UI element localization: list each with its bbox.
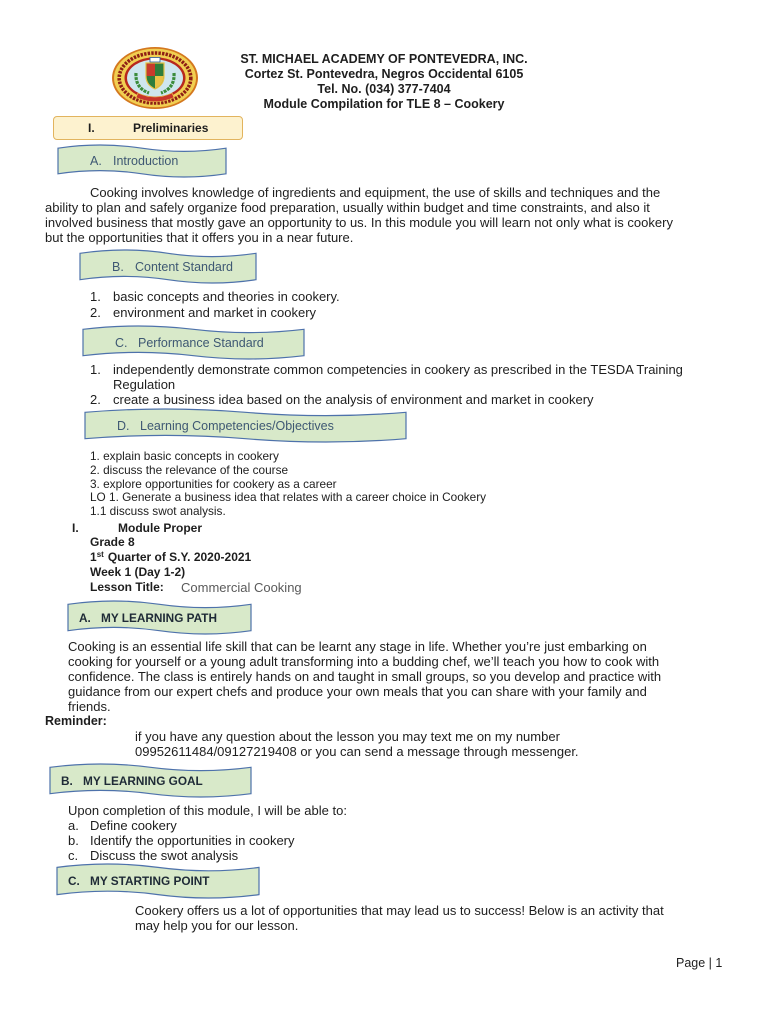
learning-competencies-list: [90, 450, 486, 519]
grade-level: Grade 8: [90, 534, 135, 549]
paragraph-line: Cooking involves knowledge of ingredients and equipment, the use of skills and techniques and the: [90, 185, 661, 200]
section-title: MY STARTING POINT: [90, 874, 210, 888]
school-name: ST. MICHAEL ACADEMY OF PONTEVEDRA, INC.: [240, 52, 528, 66]
list-item: [68, 818, 347, 833]
reminder-line: 09952611484/09127219408 or you can send a message through messenger.: [135, 743, 579, 759]
lesson-title-label: Lesson Title:: [90, 579, 164, 594]
learning-goal-banner: [50, 764, 251, 797]
learning-goal-list: [68, 803, 347, 863]
item-letter: b.: [68, 832, 79, 848]
paragraph-line: confidence. The class is entirely hands on and taught in small groups, so you develop and practice with: [68, 668, 662, 684]
preliminaries-heading: [53, 116, 243, 140]
paragraph-line: cooking for yourself or a young adult transforming into a budding chef, we’ll teach you how to cook with: [68, 653, 660, 669]
seal-shield-red-quarter: [147, 64, 155, 76]
list-item: [68, 848, 347, 863]
school-header: [234, 52, 534, 112]
quarter-line: [90, 550, 251, 565]
section-letter: B.: [61, 773, 73, 788]
section-title: Introduction: [113, 154, 179, 168]
item-text: Discuss the swot analysis: [90, 847, 239, 863]
section-title: MY LEARNING GOAL: [83, 773, 203, 788]
competency-line: 1. explain basic concepts in cookery: [90, 449, 279, 463]
content-standard-list: [90, 289, 340, 321]
lesson-title-value: Commercial Cooking: [181, 579, 302, 595]
competency-line: 3. explore opportunities for cookery as a career: [90, 476, 337, 491]
performance-standard-banner: [83, 326, 304, 359]
introduction-paragraph: [45, 185, 673, 245]
competency-line: 2. discuss the relevance of the course: [90, 462, 289, 477]
seal-book: [150, 58, 160, 63]
reminder-label: Reminder:: [45, 713, 107, 728]
paragraph-line: friends.: [68, 698, 111, 714]
paragraph-line: Cookery offers us a lot of opportunities that may lead us to success! Below is an activity that: [135, 902, 664, 918]
list-item: [90, 362, 683, 392]
item-letter: c.: [68, 847, 79, 863]
content-standard-banner: [80, 250, 256, 283]
reminder-text: [135, 729, 579, 759]
quarter-text: Quarter of S.Y. 2020-2021: [107, 549, 252, 564]
performance-standard-list: [90, 362, 683, 407]
learning-goal-intro: Upon completion of this module, I will be able to:: [68, 802, 347, 818]
list-item: [90, 289, 340, 305]
starting-point-banner: [57, 864, 259, 898]
item-text: environment and market in cookery: [113, 305, 317, 320]
quarter-number: 1: [90, 549, 97, 564]
week-line: Week 1 (Day 1-2): [90, 564, 186, 579]
list-item: [90, 305, 340, 321]
learning-path-banner: [68, 601, 251, 634]
paragraph-line: guidance from our expert chefs and produce your own meals that you can share with your family and: [68, 683, 647, 699]
list-item: [90, 392, 683, 407]
item-number: 2.: [90, 305, 101, 320]
item-number: 1.: [90, 362, 101, 377]
module-proper-numeral: I.: [72, 520, 79, 535]
list-item: [68, 833, 347, 848]
section-title: Content Standard: [135, 259, 233, 274]
school-telephone: Tel. No. (034) 377-7404: [317, 82, 451, 96]
paragraph-line: may help you for our lesson.: [135, 917, 299, 933]
section-letter: A.: [90, 154, 102, 168]
item-number: 1.: [90, 289, 101, 304]
item-text-line: Regulation: [113, 377, 176, 392]
paragraph-line: involved business that mostly gave an opportunity to us. In this module you will learn not only what is cookery: [45, 215, 673, 230]
reminder-line: if you have any question about the lesson you may text me on my number: [135, 728, 560, 744]
learning-competencies-banner: [85, 409, 406, 442]
school-address: Cortez St. Pontevedra, Negros Occidental 6105: [244, 67, 524, 81]
paragraph-line: ability to plan and safely organize food preparation, usually within budget and time constraints, and also it: [45, 200, 650, 215]
section-title: MY LEARNING PATH: [101, 610, 218, 625]
section-letter: B.: [112, 259, 124, 274]
item-text: Identify the opportunities in cookery: [90, 832, 295, 848]
competency-line: LO 1. Generate a business idea that relates with a career choice in Cookery: [90, 490, 487, 505]
quarter-ordinal-suffix: st: [96, 549, 104, 559]
item-text-line: independently demonstrate common competencies in cookery as prescribed in the TESDA Training: [113, 362, 683, 377]
section-title: Preliminaries: [133, 121, 209, 135]
school-seal-logo: [111, 46, 199, 110]
introduction-banner: [58, 145, 226, 177]
paragraph-line: Cooking is an essential life skill that can be learnt any stage in life. Whether you’re just embarking on: [68, 638, 647, 654]
section-letter: D.: [117, 418, 130, 433]
item-text-line: create a business idea based on the analysis of environment and market in cookery: [113, 392, 594, 407]
section-letter: C.: [115, 335, 128, 350]
page-number: Page | 1: [676, 955, 723, 970]
module-title: Module Compilation for TLE 8 – Cookery: [263, 97, 505, 111]
paragraph-line: but the opportunities that it offers you in a near future.: [45, 230, 354, 245]
section-letter: A.: [79, 610, 91, 625]
module-proper-title: Module Proper: [118, 520, 203, 535]
learning-path-paragraph: [68, 639, 661, 714]
section-numeral: I.: [88, 121, 95, 135]
item-number: 2.: [90, 392, 101, 407]
section-title: Performance Standard: [138, 335, 264, 350]
section-letter: C.: [68, 874, 80, 888]
item-text: basic concepts and theories in cookery.: [113, 289, 340, 304]
section-title: Learning Competencies/Objectives: [140, 418, 334, 433]
item-text: Define cookery: [90, 817, 177, 833]
item-letter: a.: [68, 817, 79, 833]
starting-point-text: [135, 903, 664, 933]
competency-line: 1.1 discuss swot analysis.: [90, 504, 226, 518]
